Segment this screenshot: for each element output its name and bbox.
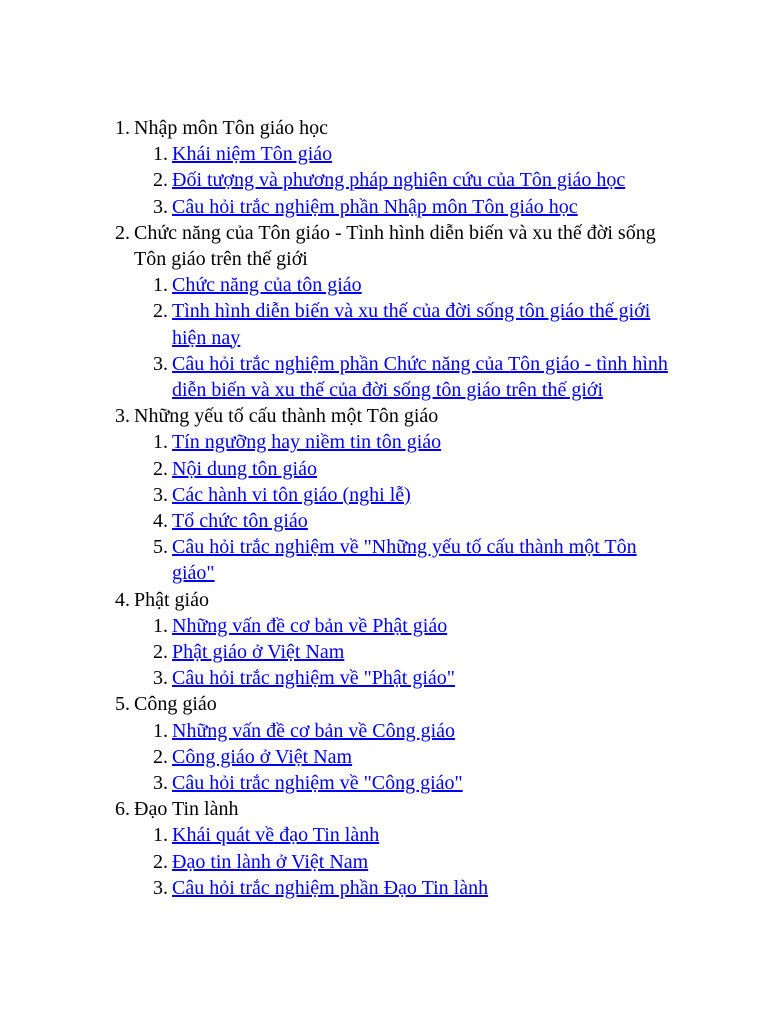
item-number: 1. (153, 274, 168, 297)
list-item (153, 429, 679, 455)
subsection-list (134, 613, 679, 692)
subsection-link[interactable]: Công giáo ở Việt Nam (172, 745, 353, 768)
section-title: Những yếu tố cấu thành một Tôn giáo (134, 405, 439, 428)
section-title: Phật giáo (134, 588, 209, 611)
subsection-link[interactable]: Chức năng của tôn giáo (172, 274, 362, 297)
section-number: 6. (115, 798, 130, 821)
subsection-link[interactable]: Những vấn đề cơ bản về Phật giáo (172, 614, 448, 637)
subsection-link[interactable]: Tổ chức tôn giáo (172, 510, 308, 533)
list-item (153, 508, 679, 534)
list-item (153, 613, 679, 639)
subsection-link[interactable]: Tín ngưỡng hay niềm tin tôn giáo (172, 431, 442, 454)
item-number: 5. (153, 536, 168, 559)
list-item (153, 272, 679, 298)
subsection-link[interactable]: Câu hỏi trắc nghiệm về "Những yếu tố cấu thành một Tôn giáo" (172, 536, 637, 585)
list-item (153, 849, 679, 875)
list-item (153, 744, 679, 770)
subsection-list (134, 822, 679, 901)
subsection-link[interactable]: Đối tượng và phương pháp nghiên cứu của Tôn giáo học (172, 169, 626, 192)
subsection-list (134, 272, 679, 403)
list-item (153, 718, 679, 744)
item-number: 3. (153, 876, 168, 899)
item-number: 1. (153, 431, 168, 454)
subsection-link[interactable]: Nội dung tôn giáo (172, 457, 317, 480)
section-number: 2. (115, 221, 130, 244)
subsection-link[interactable]: Những vấn đề cơ bản về Công giáo (172, 719, 456, 742)
section-number: 5. (115, 693, 130, 716)
list-item (153, 770, 679, 796)
section-item (115, 796, 679, 901)
item-number: 1. (153, 143, 168, 166)
item-number: 2. (153, 850, 168, 873)
subsection-link[interactable]: Khái quát về đạo Tin lành (172, 824, 380, 847)
list-item (153, 351, 679, 403)
item-number: 3. (153, 195, 168, 218)
list-item (153, 482, 679, 508)
item-number: 2. (153, 169, 168, 192)
item-number: 1. (153, 719, 168, 742)
list-item (153, 875, 679, 901)
section-item (115, 691, 679, 796)
subsection-link[interactable]: Khái niệm Tôn giáo (172, 143, 333, 166)
section-number: 4. (115, 588, 130, 611)
section-title: Nhập môn Tôn giáo học (134, 117, 329, 139)
item-number: 3. (153, 772, 168, 795)
item-number: 3. (153, 483, 168, 506)
subsection-link[interactable]: Câu hỏi trắc nghiệm phần Nhập môn Tôn giáo học (172, 195, 578, 218)
section-item (115, 587, 679, 692)
subsection-link[interactable]: Các hành vi tôn giáo (nghi lễ) (172, 483, 411, 506)
section-item (115, 220, 679, 403)
list-item (153, 665, 679, 691)
subsection-link[interactable]: Câu hỏi trắc nghiệm phần Chức năng của Tôn giáo - tình hình diễn biến và xu thế của đời sống tôn giáo trên thế giới (172, 352, 668, 402)
item-number: 2. (153, 745, 168, 768)
item-number: 1. (153, 614, 168, 637)
item-number: 1. (153, 824, 168, 847)
item-number: 2. (153, 457, 168, 480)
list-item (153, 298, 679, 350)
section-number: 3. (115, 405, 130, 428)
list-item (153, 167, 679, 193)
item-number: 2. (153, 300, 168, 323)
subsection-list (134, 429, 679, 586)
list-item (153, 639, 679, 665)
item-number: 3. (153, 667, 168, 690)
section-title: Đạo Tin lành (134, 798, 239, 821)
section-item (115, 115, 679, 220)
subsection-link[interactable]: Câu hỏi trắc nghiệm về "Phật giáo" (172, 667, 455, 690)
subsection-link[interactable]: Tình hình diễn biến và xu thế của đời sống tôn giáo thế giới hiện nay (172, 300, 651, 349)
section-title: Công giáo (134, 693, 217, 716)
section-item (115, 403, 679, 586)
list-item (153, 141, 679, 167)
list-item (153, 822, 679, 848)
list-item (153, 456, 679, 482)
list-item (153, 194, 679, 220)
subsection-link[interactable]: Đạo tin lành ở Việt Nam (172, 850, 369, 873)
item-number: 3. (153, 352, 168, 375)
subsection-link[interactable]: Phật giáo ở Việt Nam (172, 641, 345, 664)
item-number: 2. (153, 641, 168, 664)
table-of-contents (115, 115, 679, 901)
subsection-list (134, 718, 679, 797)
subsection-link[interactable]: Câu hỏi trắc nghiệm phần Đạo Tin lành (172, 876, 489, 899)
section-title: Chức năng của Tôn giáo - Tình hình diễn biến và xu thế đời sống Tôn giáo trên thế giới (134, 221, 656, 271)
item-number: 4. (153, 510, 168, 533)
subsection-link[interactable]: Câu hỏi trắc nghiệm về "Công giáo" (172, 772, 463, 795)
subsection-list (134, 141, 679, 220)
list-item (153, 534, 679, 586)
section-number: 1. (115, 117, 130, 139)
